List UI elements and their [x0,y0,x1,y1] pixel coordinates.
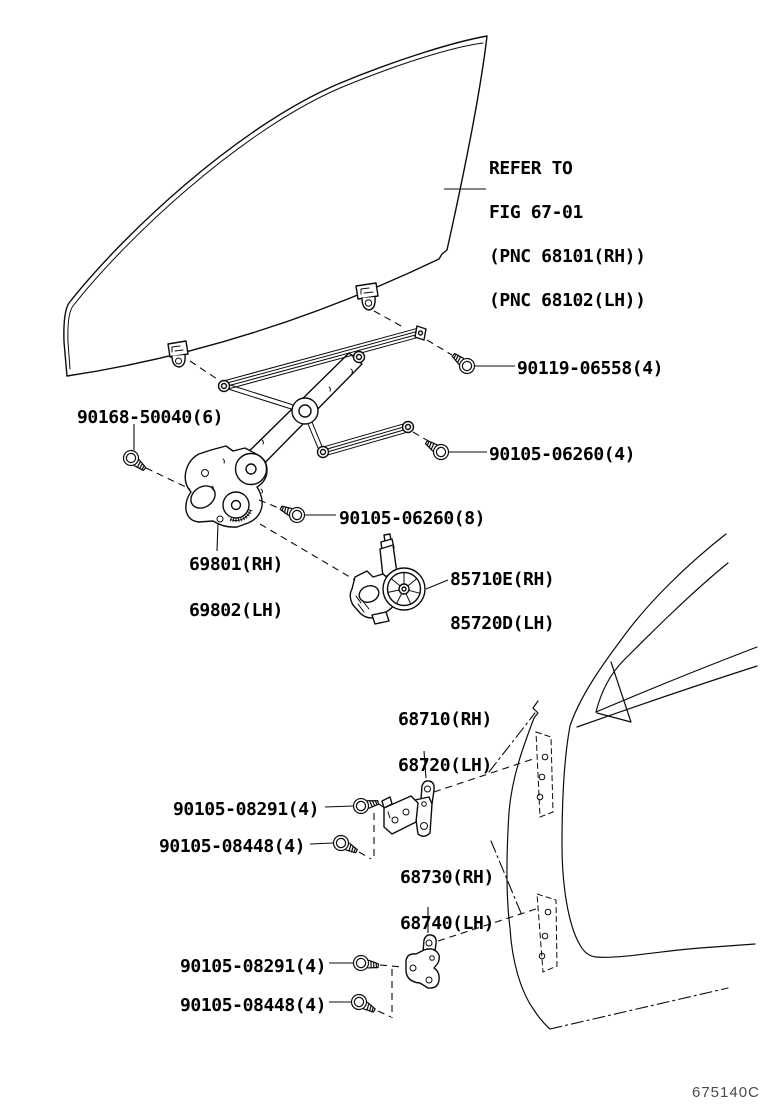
bolt-90105-08291-upper [352,795,380,815]
glass-clip-right [356,283,378,310]
figure-code: 675140C [692,1084,760,1101]
label-regulator [189,553,283,622]
label-motor-rh: 85710E(RH) [450,569,555,590]
label-motor-lh: 85720D(LH) [450,613,555,634]
label-hinge-lower-rh: 68730(RH) [400,867,494,888]
lower-door-hinge [406,935,439,988]
label-hinge-lower-bolt-1: 90105-08291(4) [180,956,327,977]
refer-note-line1: REFER TO [489,158,573,179]
upper-door-hinge [382,781,434,836]
label-rail-bolt-4: 90105-06260(4) [489,444,636,465]
refer-note [489,158,646,312]
hinge-mount-plate-lower [537,894,557,972]
bolt-90105-08448-upper [331,833,360,858]
label-hinge-lower [400,866,494,935]
label-hinge-upper-bolt-1: 90105-08291(4) [173,799,320,820]
label-hinge-upper [398,708,492,777]
refer-note-line3: (PNC 68101(RH)) [489,246,646,267]
label-glass-clip-bolt: 90119-06558(4) [517,358,664,379]
label-hinge-upper-rh: 68710(RH) [398,709,492,730]
label-regulator-lh: 69802(LH) [189,600,283,621]
label-regulator-rh: 69801(RH) [189,554,283,575]
label-regulator-mount-bolt: 90168-50040(6) [77,407,224,428]
refer-note-line2: FIG 67-01 [489,202,583,223]
motor-gear [383,568,425,610]
refer-note-line4: (PNC 68102(LH)) [489,290,646,311]
door-glass-outline [64,36,487,376]
lower-guide-rail [318,422,414,458]
regulator-motor [350,534,425,624]
bolt-90105-08291-lower [352,954,379,973]
bolt-90105-08448-lower [349,992,378,1017]
bolt-90119-06558 [449,349,478,376]
regulator-pivot [292,398,318,424]
label-hinge-upper-bolt-2: 90105-08448(4) [159,836,306,857]
bolt-90168-50040 [120,447,149,474]
hinge-mount-plate-upper [536,732,553,817]
label-hinge-upper-lh: 68720(LH) [398,755,492,776]
label-hinge-lower-bolt-2: 90105-08448(4) [180,995,327,1016]
label-hinge-lower-lh: 68740(LH) [400,913,494,934]
bolt-90105-06260-8 [278,501,307,525]
label-rail-bolt-8: 90105-06260(8) [339,508,486,529]
glass-clip-left [168,341,188,367]
label-motor [450,569,554,635]
